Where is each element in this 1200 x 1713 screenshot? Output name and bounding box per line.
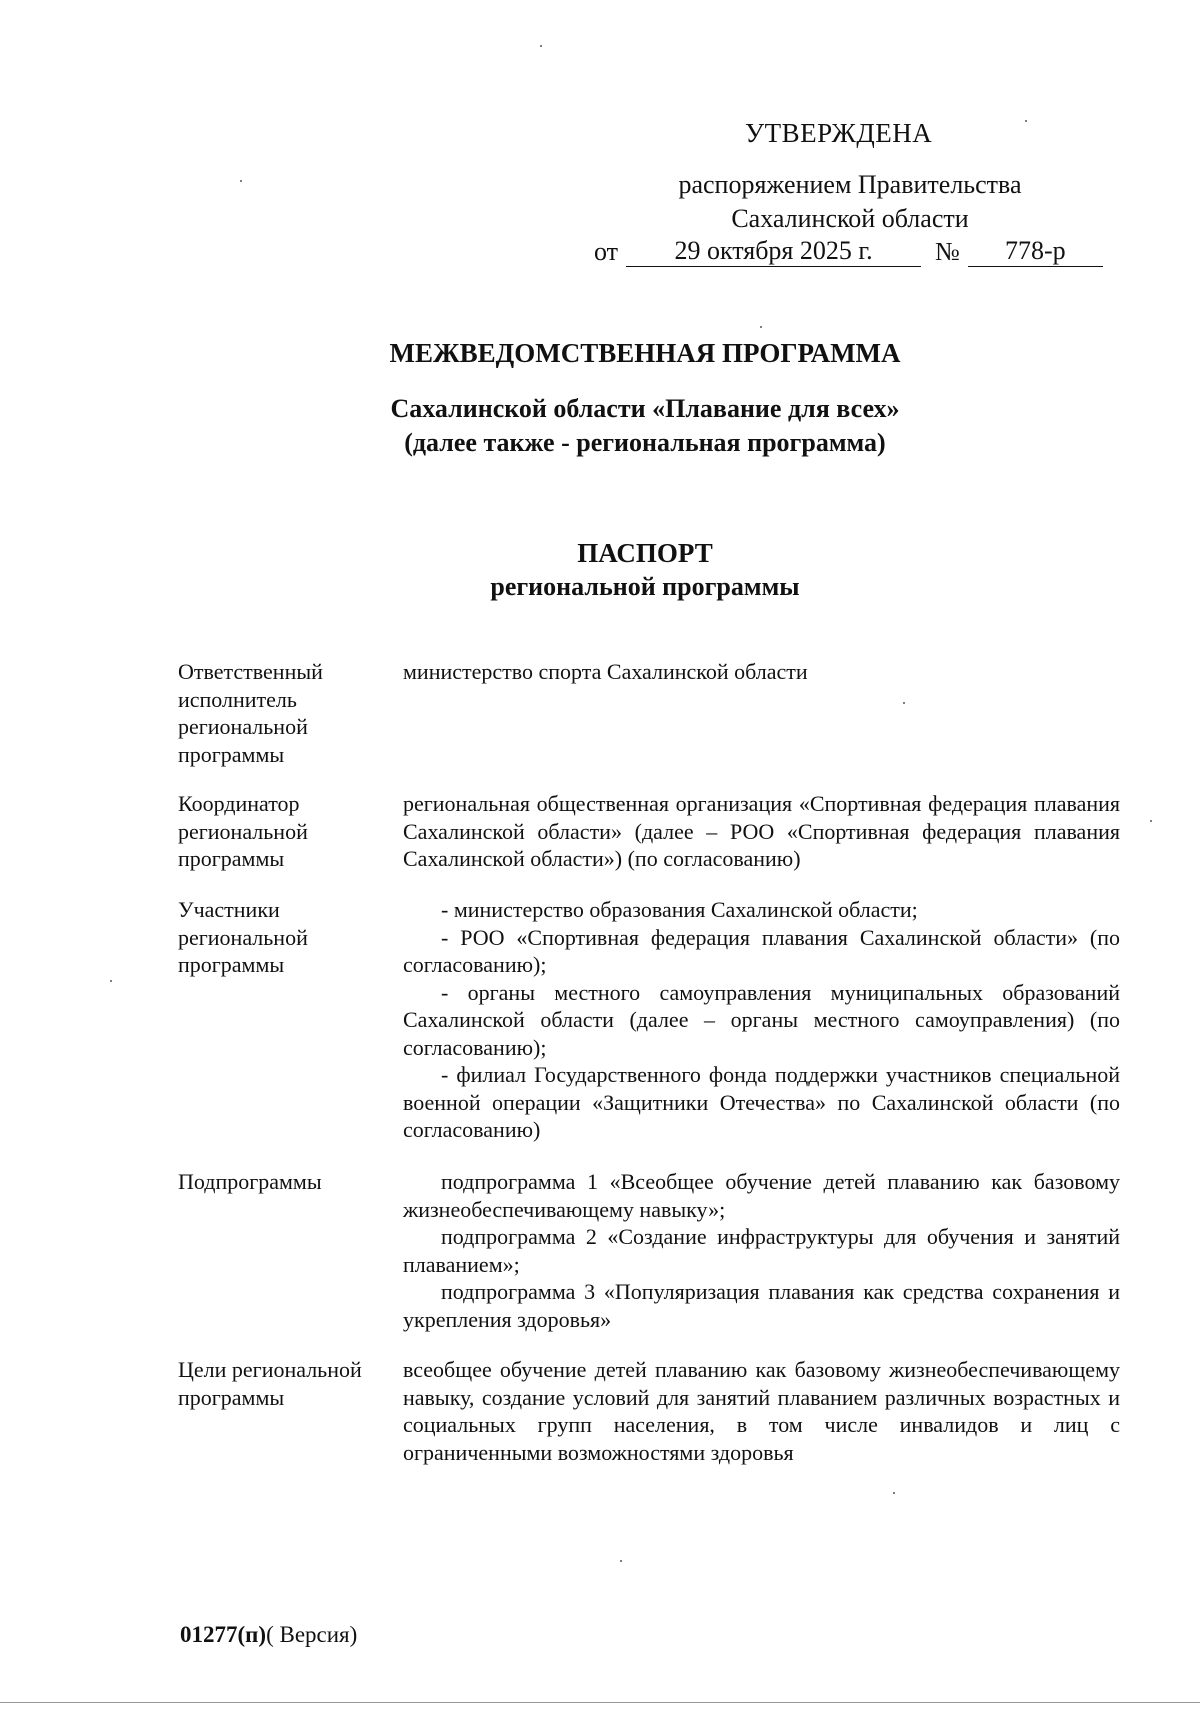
passport-row-label: Участники региональной программы xyxy=(178,897,308,977)
passport-row-paragraph: подпрограмма 2 «Создание инфраструктуры для обучения и занятий плаванием»; xyxy=(403,1224,1120,1277)
passport-row-label: Ответственный исполнитель региональной программы xyxy=(178,659,323,767)
passport-title: ПАСПОРТ xyxy=(577,538,713,568)
scan-speck xyxy=(620,1560,622,1562)
scan-speck xyxy=(110,980,112,982)
scan-speck xyxy=(893,1492,895,1494)
approval-number: 778-р xyxy=(968,236,1103,267)
passport-row-value xyxy=(403,790,1120,873)
approval-date: 29 октября 2025 г. xyxy=(626,236,921,267)
document-code: 01277(п) xyxy=(180,1622,267,1647)
passport-row-participants xyxy=(178,896,1130,1144)
passport-row-value xyxy=(403,1356,1120,1466)
passport-row-subprograms xyxy=(178,1168,1130,1333)
approval-line-1: распоряжением Правительства xyxy=(678,170,1022,199)
passport-row-paragraph: - филиал Государственного фонда поддержки участников специальной военной операции «Защитники Отечества» по Сахалинской области (по согласованию) xyxy=(403,1062,1120,1142)
passport-row-value xyxy=(403,1168,1120,1333)
passport-row-paragraph: - министерство образования Сахалинской области; xyxy=(441,897,918,922)
approval-date-row xyxy=(594,236,1103,267)
passport-row-coordinator xyxy=(178,790,1130,873)
passport-row-label: Координатор региональной программы xyxy=(178,791,308,871)
passport-row-value xyxy=(403,658,1120,768)
document-version: ( Версия) xyxy=(266,1622,358,1647)
scan-speck xyxy=(903,702,905,704)
scan-speck xyxy=(1150,820,1152,822)
passport-row-label: Цели региональной программы xyxy=(178,1357,362,1410)
passport-row-paragraph: - органы местного самоуправления муниципальных образований Сахалинской области (далее – органы местного самоуправления) (по согласованию); xyxy=(403,979,1120,1060)
passport-row-paragraph: - РОО «Спортивная федерация плавания Сахалинской области» (по согласованию); xyxy=(403,924,1120,977)
scan-speck xyxy=(540,45,542,47)
approval-number-label: № xyxy=(935,237,960,266)
program-subtitle xyxy=(0,392,1200,460)
program-subtitle-line-1: Сахалинской области «Плавание для всех» xyxy=(390,394,900,423)
scan-speck xyxy=(240,180,242,182)
passport-row-paragraph: министерство спорта Сахалинской области xyxy=(403,659,808,684)
passport-row-responsible xyxy=(178,658,1130,768)
scan-speck xyxy=(1025,120,1027,122)
passport-subtitle: региональной программы xyxy=(490,572,800,601)
passport-row-paragraph: всеобщее обучение детей плаванию как базовому жизнеобеспечивающему навыку, создание условий для занятий плаванием различных возрастных и социальных групп населения, в том числе инвалидов и лиц с ограниченными возможностями здоровья xyxy=(403,1357,1120,1465)
passport-row-goals xyxy=(178,1356,1130,1466)
scan-speck xyxy=(760,326,762,328)
approval-line-2: Сахалинской области xyxy=(731,204,969,233)
approval-from-label: от xyxy=(594,237,619,266)
approval-title: УТВЕРЖДЕНА xyxy=(745,118,933,148)
document-footer xyxy=(180,1622,357,1648)
scan-edge-line xyxy=(0,1702,1200,1703)
passport-row-paragraph: региональная общественная организация «Спортивная федерация плавания Сахалинской области» (далее – РОО «Спортивная федерация плавания Сахалинской области») (по согласованию) xyxy=(403,791,1120,871)
passport-row-paragraph: подпрограмма 1 «Всеобщее обучение детей плаванию как базовому жизнеобеспечивающему навыку»; xyxy=(403,1169,1120,1222)
program-subtitle-line-2: (далее также - региональная программа) xyxy=(404,428,886,457)
passport-row-paragraph: подпрограмма 3 «Популяризация плавания как средства сохранения и укрепления здоровья» xyxy=(403,1279,1120,1332)
passport-row-value xyxy=(403,896,1120,1144)
program-title: МЕЖВЕДОМСТВЕННАЯ ПРОГРАММА xyxy=(389,338,901,368)
passport-row-label: Подпрограммы xyxy=(178,1169,322,1194)
